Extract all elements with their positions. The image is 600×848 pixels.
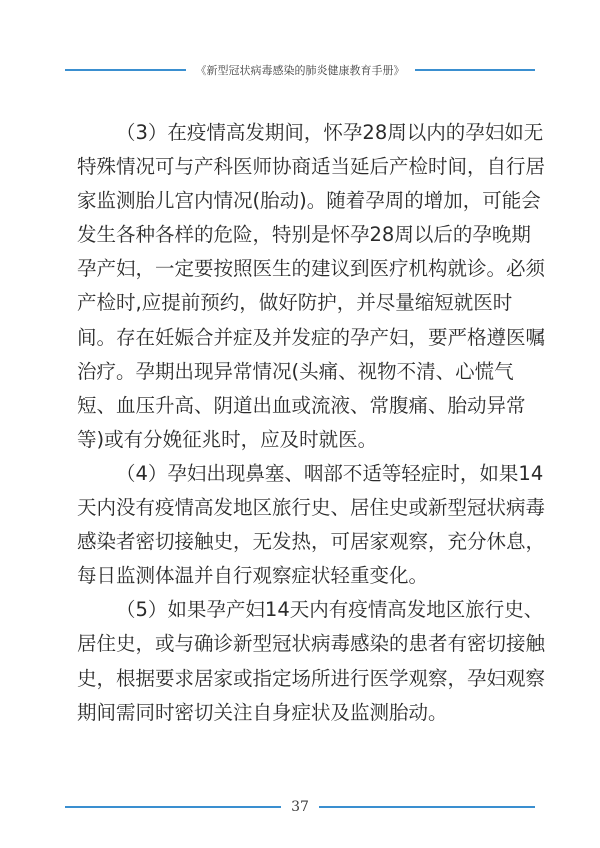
page-number: 37: [291, 799, 309, 815]
paragraph-number: （4）: [116, 461, 168, 485]
header-rule-right: [415, 69, 536, 71]
footer-rule-right: [319, 806, 535, 808]
paragraph-5: [77, 593, 547, 729]
paragraph-text: 在疫情高发期间，怀孕28周以内的孕妇如无特殊情况可与产科医师协商适当延后产检时间，自行居家监测胎儿宫内情况(胎动)。随着孕周的增加，可能会发生各种各样的危险，特别是怀孕28周以后的孕晚期孕产妇，一定要按照医生的建议到医疗机构就诊。必须产检时,应提前预约，做好防护，并尽量缩短就医时间。存在妊娠合并症及并发症的孕产妇，要严格遵医嘱治疗。孕期出现异常情况(头痛、视物不清、心慌气短、血压升高、阴道出血或流液、常腹痛、胎动异常等)或有分娩征兆时，应及时就医。: [77, 121, 546, 451]
paragraph-number: （5）: [116, 598, 168, 622]
page-body: [77, 116, 547, 730]
page-header: [65, 58, 535, 82]
header-rule-left: [65, 69, 186, 71]
footer-rule-left: [65, 806, 281, 808]
paragraph-text: 孕妇出现鼻塞、咽部不适等轻症时，如果14天内没有疫情高发地区旅行史、居住史或新型冠状病毒感染者密切接触史，无发热，可居家观察，充分休息，每日监测体温并自行观察症状轻重变化。: [77, 461, 546, 588]
page-footer: [65, 795, 535, 819]
paragraph-number: （3）: [116, 121, 168, 144]
paragraph-text: 如果孕产妇14天内有疫情高发地区旅行史、居住史，或与确诊新型冠状病毒感染的患者有密切接触史，根据要求居家或指定场所进行医学观察，孕妇观察期间需同时密切关注自身症状及监测胎动。: [77, 598, 546, 724]
paragraph-4: [77, 457, 547, 593]
header-title: 《新型冠状病毒感染的肺炎健康教育手册》: [195, 64, 405, 77]
paragraph-3: [77, 116, 547, 457]
